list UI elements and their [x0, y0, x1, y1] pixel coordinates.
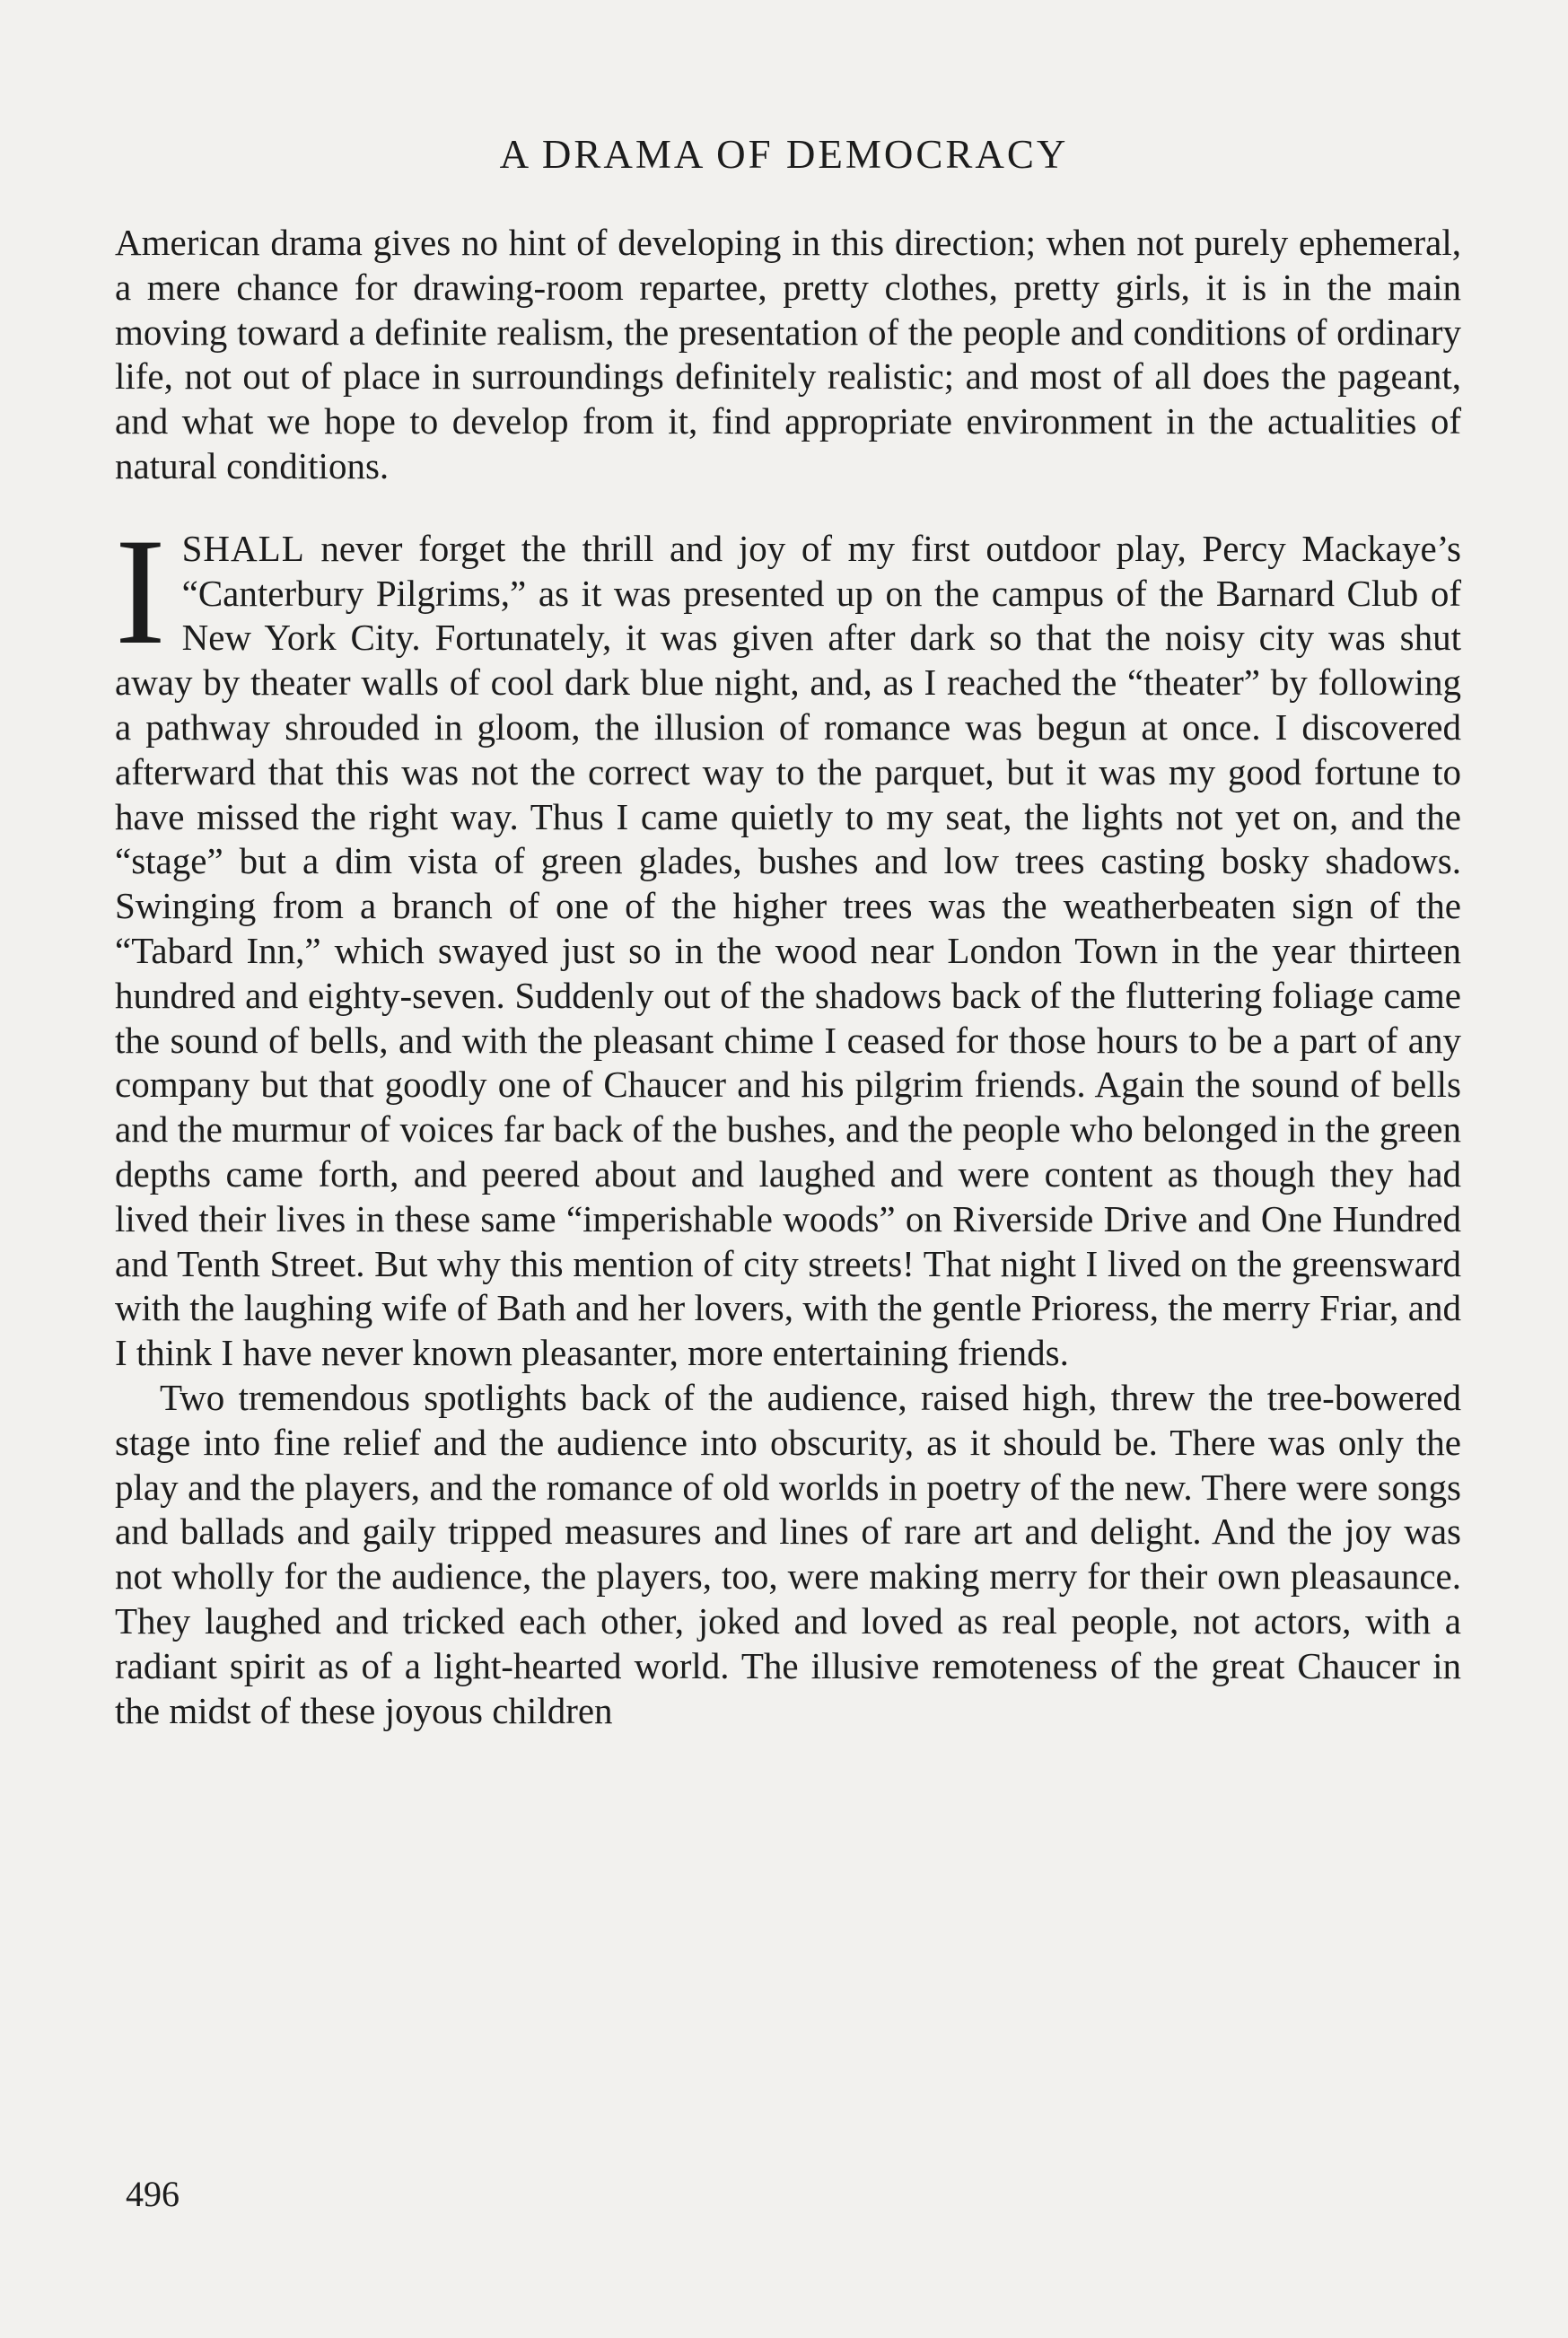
- lead-word: SHALL: [181, 527, 305, 569]
- main-paragraph: [115, 506, 1461, 1376]
- body-text: [115, 221, 1461, 1733]
- intro-paragraph: American drama gives no hint of developing in this direction; when not purely ephemeral, a mere chance for drawing-room repartee, pretty clothes, pretty girls, it is in the main moving toward a definite realism, the presentation of the people and conditions of ordinary life, not out of place in surroundings definitely realistic; and most of all does the pageant, and what we hope to develop from it, find appropriate environment in the actualities of natural conditions.: [115, 222, 1461, 486]
- final-paragraph: Two tremendous spotlights back of the audience, raised high, threw the tree-bowered stage into fine relief and the audience into obscurity, as it should be. There was only the play and the players, and the romance of old worlds in poetry of the new. There were songs and ballads and gaily tripped measures and lines of rare art and delight. And the joy was not wholly for the audience, the players, too, were making merry for their own pleasaunce. They laughed and tricked each other, joked and loved as real people, not actors, with a radiant spirit as of a light-hearted world. The illusive remoteness of the great Chaucer in the midst of these joyous children: [115, 1376, 1461, 1731]
- running-head: A DRAMA OF DEMOCRACY: [499, 132, 1069, 177]
- page-number: 496: [126, 2174, 180, 2214]
- drop-cap: I: [115, 506, 166, 676]
- main-paragraph-text: never forget the thrill and joy of my first outdoor play, Percy Mackaye’s “Canterbury Pilgrims,” as it was presented up on the campus of the Barnard Club of New York City. Fortunately, it was given after dark so that the noisy city was shut away by theater walls of cool dark blue night, and, as I reached the “theater” by following a pathway shrouded in gloom, the illusion of romance was begun at once. I discovered afterward that this was not the correct way to the parquet, but it was my good fortune to have missed the right way. Thus I came quietly to my seat, the lights not yet on, and the “stage” but a dim vista of green glades, bushes and low trees casting bosky shadows. Swinging from a branch of one of the higher trees was the weatherbeaten sign of the “Tabard Inn,” which swayed just so in the wood near London Town in the year thirteen hundred and eighty-seven. Suddenly out of the shadows back of the fluttering foliage came the sound of bells, and with the pleasant chime I ceased for those hours to be a part of any company but that goodly one of Chaucer and his pilgrim friends. Again the sound of bells and the murmur of voices far back of the bushes, and the people who belonged in the green depths came forth, and peered about and laughed and were content as though they had lived their lives in these same “imperishable woods” on Riverside Drive and One Hundred and Tenth Street. But why this mention of city streets! That night I lived on the greensward with the laughing wife of Bath and her lovers, with the gentle Prioress, the merry Friar, and I think I have never known pleasanter, more entertaining friends.: [115, 527, 1461, 1374]
- section-break: [115, 489, 1461, 527]
